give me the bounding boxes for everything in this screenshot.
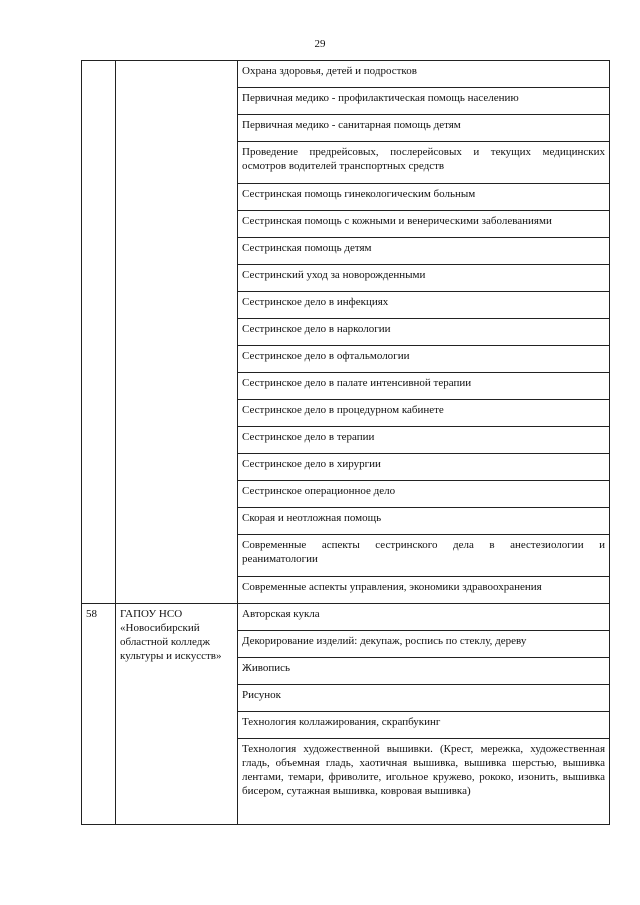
course-title: Декорирование изделий: декупаж, роспись по стеклу, дереву (238, 631, 610, 658)
course-title: Сестринское дело в наркологии (238, 319, 610, 346)
course-title: Скорая и неотложная помощь (238, 508, 610, 535)
course-title: Сестринское дело в хирургии (238, 454, 610, 481)
page-number: 29 (314, 38, 326, 50)
row-number (82, 61, 116, 604)
row-number: 58 (82, 604, 116, 825)
course-title: Технология художественной вышивки. (Крест, мережка, художественная гладь, объемная гладь, хаотичная вышивка, вышивка шерстью, вышивка лентами, темари, фриволите, игольное кружево, рококо, изонить, вышивка бисером, сутажная вышивка, ковровая вышивка) (238, 739, 610, 825)
course-title: Сестринское дело в офтальмологии (238, 346, 610, 373)
course-title: Сестринское дело в инфекциях (238, 292, 610, 319)
course-title: Сестринская помощь детям (238, 238, 610, 265)
course-title: Сестринское дело в палате интенсивной терапии (238, 373, 610, 400)
course-title: Сестринская помощь гинекологическим больным (238, 184, 610, 211)
table-row (82, 61, 610, 88)
organization-name (116, 61, 238, 604)
course-title: Сестринский уход за новорожденными (238, 265, 610, 292)
table-row (82, 604, 610, 631)
course-title: Проведение предрейсовых, послерейсовых и текущих медицинских осмотров водителей транспортных средств (238, 142, 610, 184)
course-title: Сестринское дело в терапии (238, 427, 610, 454)
course-title: Первичная медико - санитарная помощь детям (238, 115, 610, 142)
programs-table (81, 60, 610, 825)
course-title: Живопись (238, 658, 610, 685)
course-title: Сестринское дело в процедурном кабинете (238, 400, 610, 427)
course-title: Охрана здоровья, детей и подростков (238, 61, 610, 88)
course-title: Современные аспекты сестринского дела в анестезиологии и реаниматологии (238, 535, 610, 577)
course-title: Сестринская помощь с кожными и венерическими заболеваниями (238, 211, 610, 238)
organization-name: ГАПОУ НСО «Новосибирский областной колледж культуры и искусств» (116, 604, 238, 825)
course-title: Сестринское операционное дело (238, 481, 610, 508)
course-title: Первичная медико - профилактическая помощь населению (238, 88, 610, 115)
course-title: Рисунок (238, 685, 610, 712)
course-title: Технология коллажирования, скрапбукинг (238, 712, 610, 739)
course-title: Современные аспекты управления, экономики здравоохранения (238, 577, 610, 604)
course-title: Авторская кукла (238, 604, 610, 631)
